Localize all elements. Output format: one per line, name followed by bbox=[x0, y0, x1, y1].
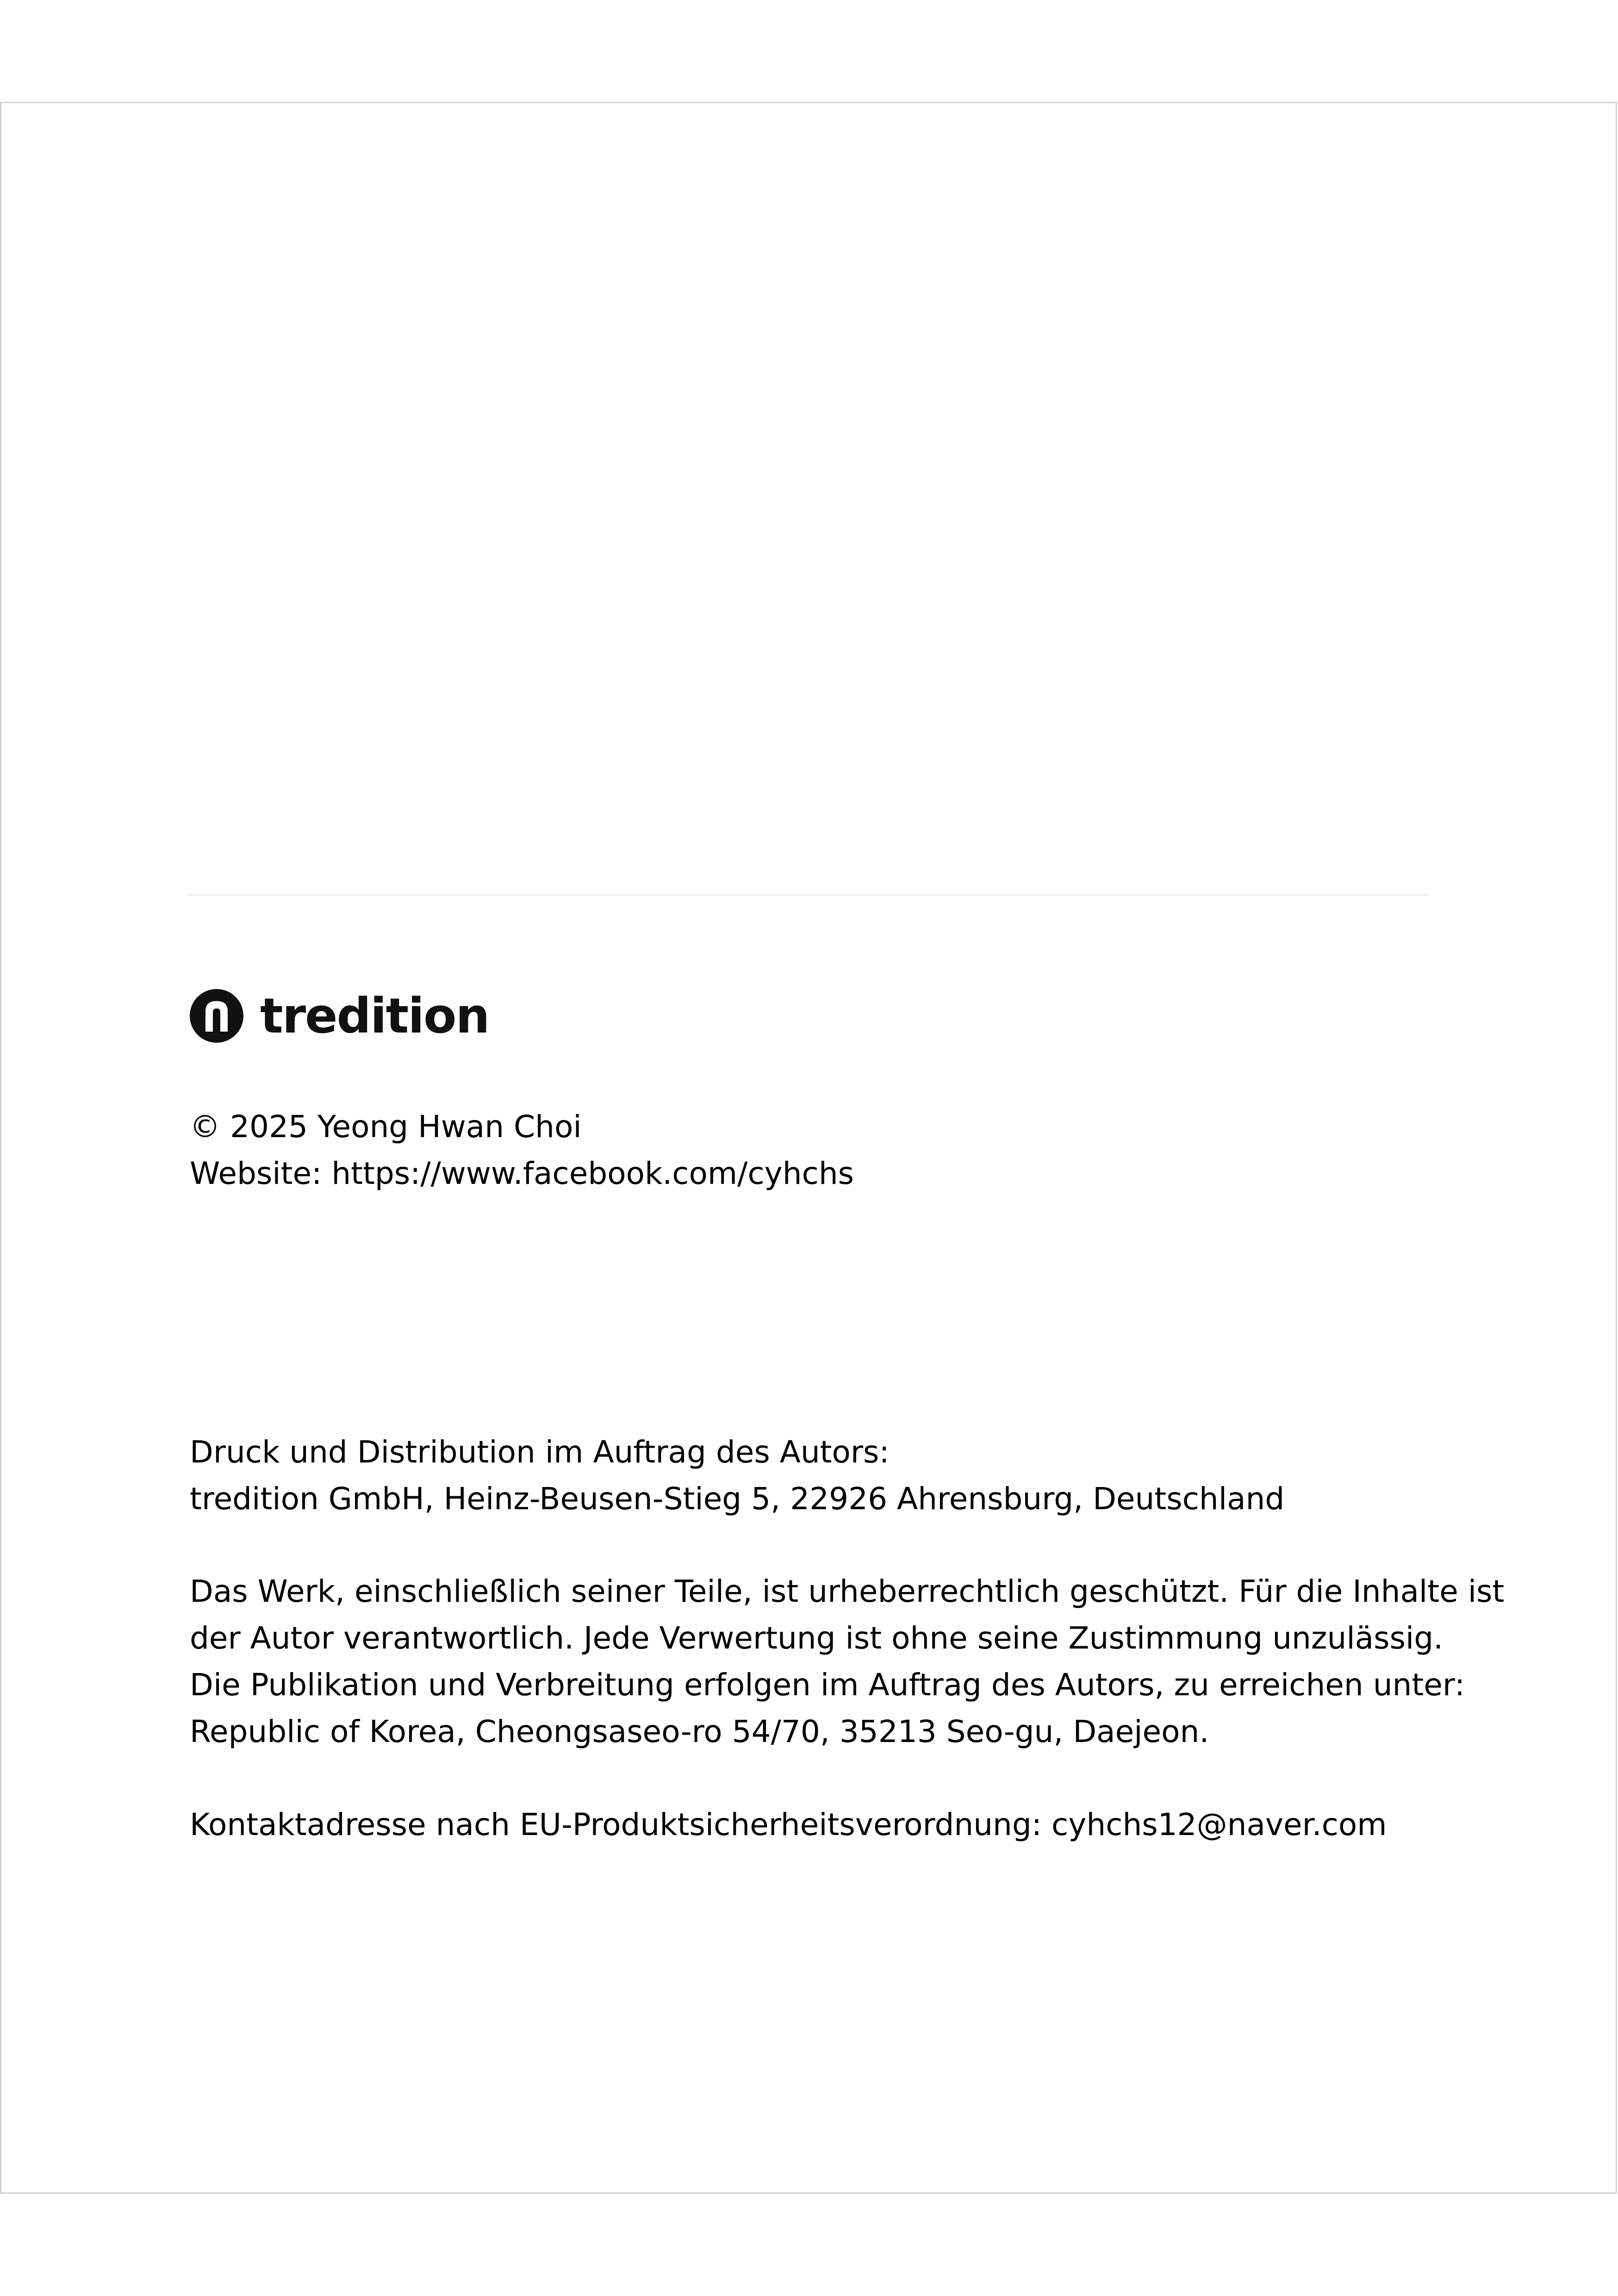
section-divider bbox=[187, 894, 1429, 896]
tredition-logo-icon bbox=[189, 988, 244, 1044]
print-distribution-block bbox=[190, 1429, 1284, 1522]
copyright-block bbox=[190, 1103, 854, 1197]
rights-line-2: der Autor verantwortlich. Jede Verwertung ist ohne seine Zustimmung unzulässig. bbox=[190, 1620, 1444, 1656]
contact-line: Kontaktadresse nach EU-Produktsicherheitsverordnung: cyhchs12@naver.com bbox=[190, 1807, 1387, 1842]
rights-line-4: Republic of Korea, Cheongsaseo-ro 54/70, 35213 Seo-gu, Daejeon. bbox=[190, 1714, 1209, 1749]
copyright-line: © 2025 Yeong Hwan Choi bbox=[190, 1109, 582, 1145]
publisher-address: tredition GmbH, Heinz-Beusen-Stieg 5, 22926 Ahrensburg, Deutschland bbox=[190, 1481, 1285, 1517]
rights-line-1: Das Werk, einschließlich seiner Teile, ist urheberrechtlich geschützt. Für die Inhalte ist bbox=[190, 1574, 1505, 1609]
contact-block bbox=[190, 1801, 1387, 1848]
logo-wordmark: tredition bbox=[260, 988, 489, 1044]
rights-line-3: Die Publikation und Verbreitung erfolgen im Auftrag des Autors, zu erreichen unter: bbox=[190, 1667, 1465, 1703]
rights-block bbox=[190, 1568, 1504, 1755]
print-heading: Druck und Distribution im Auftrag des Autors: bbox=[190, 1434, 890, 1470]
publisher-logo bbox=[189, 986, 489, 1046]
website-line: Website: https://www.facebook.com/cyhchs bbox=[190, 1156, 854, 1191]
